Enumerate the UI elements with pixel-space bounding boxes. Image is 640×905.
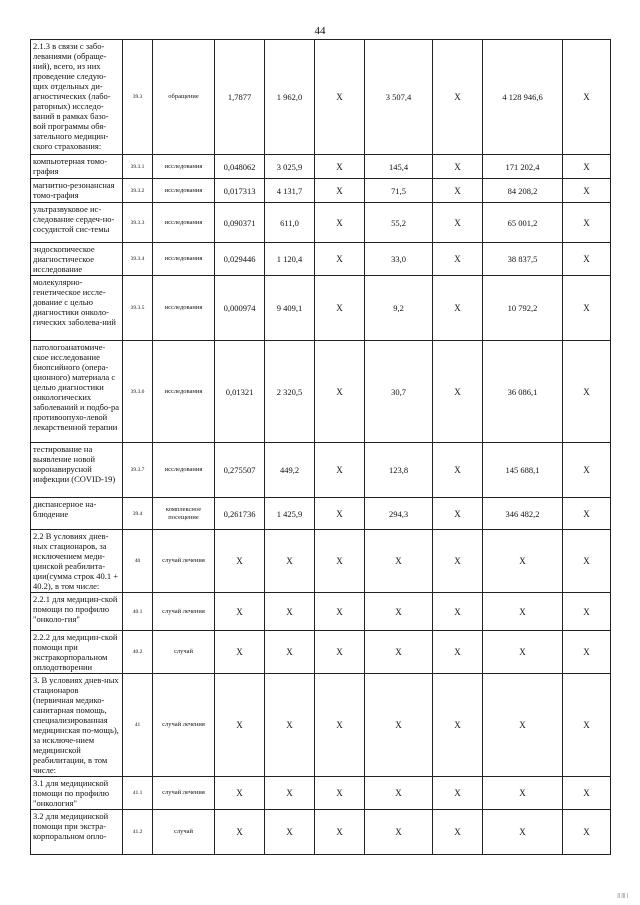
value-cell-c6: X	[315, 810, 365, 855]
value-cell-c9: X	[483, 631, 563, 674]
value-cell-c5: X	[265, 631, 315, 674]
value-cell-c5: X	[265, 593, 315, 631]
value-cell-c6: X	[315, 40, 365, 155]
value-cell-c10: X	[563, 155, 611, 179]
unit-cell: исследования	[153, 341, 215, 443]
value-cell-c5: X	[265, 777, 315, 810]
value-cell-c8: X	[433, 243, 483, 276]
row-code-cell: 39.3	[123, 40, 153, 155]
unit-cell: случай лечения	[153, 777, 215, 810]
unit-cell: случай	[153, 810, 215, 855]
table-row	[31, 443, 611, 498]
value-cell-c9: 10 792,2	[483, 276, 563, 341]
table-row	[31, 498, 611, 530]
unit-cell: случай	[153, 631, 215, 674]
table-row	[31, 155, 611, 179]
value-cell-c8: X	[433, 498, 483, 530]
value-cell-c10: X	[563, 810, 611, 855]
value-cell-c10: X	[563, 179, 611, 203]
value-cell-c9: 65 001,2	[483, 203, 563, 243]
value-cell-c4: 0,01321	[215, 341, 265, 443]
table-row	[31, 276, 611, 341]
value-cell-c9: 4 128 946,6	[483, 40, 563, 155]
value-cell-c9: X	[483, 593, 563, 631]
value-cell-c7: 55,2	[365, 203, 433, 243]
unit-cell: исследования	[153, 443, 215, 498]
scan-mark: || ||| |	[617, 893, 628, 899]
table-row	[31, 810, 611, 855]
value-cell-c4: 0,048062	[215, 155, 265, 179]
value-cell-c8: X	[433, 179, 483, 203]
value-cell-c9: 346 482,2	[483, 498, 563, 530]
unit-cell: случай лечения	[153, 593, 215, 631]
value-cell-c5: 611,0	[265, 203, 315, 243]
value-cell-c4: 0,017313	[215, 179, 265, 203]
table-row	[31, 203, 611, 243]
value-cell-c5: 1 962,0	[265, 40, 315, 155]
value-cell-c5: 4 131,7	[265, 179, 315, 203]
value-cell-c4: 1,7877	[215, 40, 265, 155]
table-row	[31, 593, 611, 631]
value-cell-c7: 33,0	[365, 243, 433, 276]
row-code-cell: 41.2	[123, 810, 153, 855]
value-cell-c5: X	[265, 530, 315, 593]
value-cell-c4: 0,261736	[215, 498, 265, 530]
value-cell-c5: 1 425,9	[265, 498, 315, 530]
value-cell-c6: X	[315, 498, 365, 530]
row-name-cell: эндоскопическое диагностическое исследование	[31, 243, 123, 276]
value-cell-c8: X	[433, 276, 483, 341]
value-cell-c7: X	[365, 810, 433, 855]
value-cell-c10: X	[563, 498, 611, 530]
value-cell-c7: 3 507,4	[365, 40, 433, 155]
unit-cell: обращение	[153, 40, 215, 155]
row-name-cell: 3.2 для медицинской помощи при экстра-корпоральном опло-	[31, 810, 123, 855]
row-name-cell: 2.2 В условиях днев-ных стационаров, за исключением меди-цинской реабилита-ции(сумма строк 40.1 + 40.2), в том числе:	[31, 530, 123, 593]
value-cell-c6: X	[315, 203, 365, 243]
row-code-cell: 39.3.2	[123, 179, 153, 203]
row-name-cell: тестирование на выявление новой коронавирусной инфекции (COVID-19)	[31, 443, 123, 498]
value-cell-c7: 145,4	[365, 155, 433, 179]
row-name-cell: 3. В условиях днев-ных стационаров (первичная медико-санитарная помощь, специализированная медицинская по-мощь), за исключе-нием медицинской реабилитации, в том числе:	[31, 674, 123, 777]
table-row	[31, 179, 611, 203]
value-cell-c9: 145 688,1	[483, 443, 563, 498]
value-cell-c7: 71,5	[365, 179, 433, 203]
row-code-cell: 40	[123, 530, 153, 593]
table-row	[31, 631, 611, 674]
value-cell-c6: X	[315, 674, 365, 777]
value-cell-c4: 0,275507	[215, 443, 265, 498]
value-cell-c6: X	[315, 179, 365, 203]
value-cell-c6: X	[315, 593, 365, 631]
row-code-cell: 39.3.6	[123, 341, 153, 443]
row-code-cell: 40.2	[123, 631, 153, 674]
row-code-cell: 39.3.4	[123, 243, 153, 276]
value-cell-c10: X	[563, 443, 611, 498]
value-cell-c10: X	[563, 276, 611, 341]
value-cell-c6: X	[315, 443, 365, 498]
value-cell-c10: X	[563, 341, 611, 443]
value-cell-c7: X	[365, 530, 433, 593]
row-name-cell: 2.2.2 для медицин-ской помощи при экстракорпоральном оплодотворении	[31, 631, 123, 674]
table-row	[31, 674, 611, 777]
value-cell-c8: X	[433, 674, 483, 777]
row-code-cell: 40.1	[123, 593, 153, 631]
value-cell-c5: 449,2	[265, 443, 315, 498]
value-cell-c6: X	[315, 530, 365, 593]
value-cell-c8: X	[433, 810, 483, 855]
tariff-table	[30, 39, 611, 855]
value-cell-c4: X	[215, 674, 265, 777]
value-cell-c9: 84 208,2	[483, 179, 563, 203]
value-cell-c4: X	[215, 593, 265, 631]
value-cell-c4: X	[215, 631, 265, 674]
value-cell-c7: X	[365, 674, 433, 777]
value-cell-c9: X	[483, 674, 563, 777]
value-cell-c9: X	[483, 810, 563, 855]
row-code-cell: 41	[123, 674, 153, 777]
value-cell-c6: X	[315, 155, 365, 179]
value-cell-c7: X	[365, 593, 433, 631]
value-cell-c9: X	[483, 777, 563, 810]
value-cell-c10: X	[563, 203, 611, 243]
unit-cell: случай лечения	[153, 674, 215, 777]
value-cell-c5: X	[265, 810, 315, 855]
value-cell-c7: 294,3	[365, 498, 433, 530]
row-name-cell: молекулярно-генетическое иссле-дование с целью диагностики онколо-гических заболева-ний	[31, 276, 123, 341]
unit-cell: комплексное посещение	[153, 498, 215, 530]
value-cell-c8: X	[433, 777, 483, 810]
value-cell-c4: 0,090371	[215, 203, 265, 243]
unit-cell: исследования	[153, 276, 215, 341]
unit-cell: исследования	[153, 243, 215, 276]
value-cell-c10: X	[563, 631, 611, 674]
table-row	[31, 341, 611, 443]
value-cell-c4: 0,000974	[215, 276, 265, 341]
row-code-cell: 41.1	[123, 777, 153, 810]
value-cell-c7: 30,7	[365, 341, 433, 443]
value-cell-c4: X	[215, 530, 265, 593]
table-row	[31, 40, 611, 155]
value-cell-c6: X	[315, 276, 365, 341]
value-cell-c8: X	[433, 203, 483, 243]
value-cell-c5: 2 320,5	[265, 341, 315, 443]
value-cell-c6: X	[315, 341, 365, 443]
table-row	[31, 243, 611, 276]
value-cell-c7: 9,2	[365, 276, 433, 341]
row-name-cell: ультразвуковое ис-следование сердеч-но-сосудистой сис-темы	[31, 203, 123, 243]
value-cell-c10: X	[563, 40, 611, 155]
value-cell-c8: X	[433, 593, 483, 631]
unit-cell: исследования	[153, 179, 215, 203]
row-code-cell: 39.4	[123, 498, 153, 530]
row-name-cell: патологоанатомиче-ское исследование биопсийного (опера-ционного) материала с целью диагностики онкологических заболеваний и подбо-ра противоопухо-левой лекарственной терапии	[31, 341, 123, 443]
value-cell-c4: 0,029446	[215, 243, 265, 276]
value-cell-c8: X	[433, 40, 483, 155]
value-cell-c8: X	[433, 530, 483, 593]
unit-cell: исследования	[153, 203, 215, 243]
value-cell-c5: X	[265, 674, 315, 777]
value-cell-c5: 9 409,1	[265, 276, 315, 341]
value-cell-c6: X	[315, 243, 365, 276]
value-cell-c8: X	[433, 341, 483, 443]
value-cell-c7: X	[365, 631, 433, 674]
value-cell-c10: X	[563, 530, 611, 593]
value-cell-c6: X	[315, 631, 365, 674]
row-name-cell: 2.1.3 в связи с забо-левaниями (обраще-ний), всего, из них проведение следую-щих отдельных ди-агностических (лабо-раторных) исследо-ваний в рамках базо-вой программы обя-зательного медицин-ского страхования:	[31, 40, 123, 155]
value-cell-c5: 3 025,9	[265, 155, 315, 179]
row-name-cell: 3.1 для медицинской помощи по профилю "онкология"	[31, 777, 123, 810]
row-name-cell: компьютерная томо-графия	[31, 155, 123, 179]
value-cell-c9: 38 837,5	[483, 243, 563, 276]
value-cell-c8: X	[433, 631, 483, 674]
value-cell-c10: X	[563, 674, 611, 777]
row-code-cell: 39.3.3	[123, 203, 153, 243]
value-cell-c8: X	[433, 155, 483, 179]
value-cell-c9: X	[483, 530, 563, 593]
page-number: 44	[314, 25, 326, 37]
row-code-cell: 39.3.5	[123, 276, 153, 341]
row-name-cell: диспансерное на-блюдение	[31, 498, 123, 530]
value-cell-c4: X	[215, 810, 265, 855]
table-row	[31, 530, 611, 593]
value-cell-c9: 171 202,4	[483, 155, 563, 179]
row-name-cell: 2.2.1 для медицин-ской помощи по профилю "онколо-гия"	[31, 593, 123, 631]
table-row	[31, 777, 611, 810]
value-cell-c10: X	[563, 593, 611, 631]
value-cell-c5: 1 120,4	[265, 243, 315, 276]
row-name-cell: магнитно-резонансная томо-графия	[31, 179, 123, 203]
value-cell-c10: X	[563, 243, 611, 276]
unit-cell: случай лечения	[153, 530, 215, 593]
value-cell-c7: 123,8	[365, 443, 433, 498]
value-cell-c8: X	[433, 443, 483, 498]
value-cell-c10: X	[563, 777, 611, 810]
row-code-cell: 39.3.1	[123, 155, 153, 179]
unit-cell: исследования	[153, 155, 215, 179]
value-cell-c7: X	[365, 777, 433, 810]
row-code-cell: 39.3.7	[123, 443, 153, 498]
value-cell-c4: X	[215, 777, 265, 810]
value-cell-c6: X	[315, 777, 365, 810]
value-cell-c9: 36 086,1	[483, 341, 563, 443]
